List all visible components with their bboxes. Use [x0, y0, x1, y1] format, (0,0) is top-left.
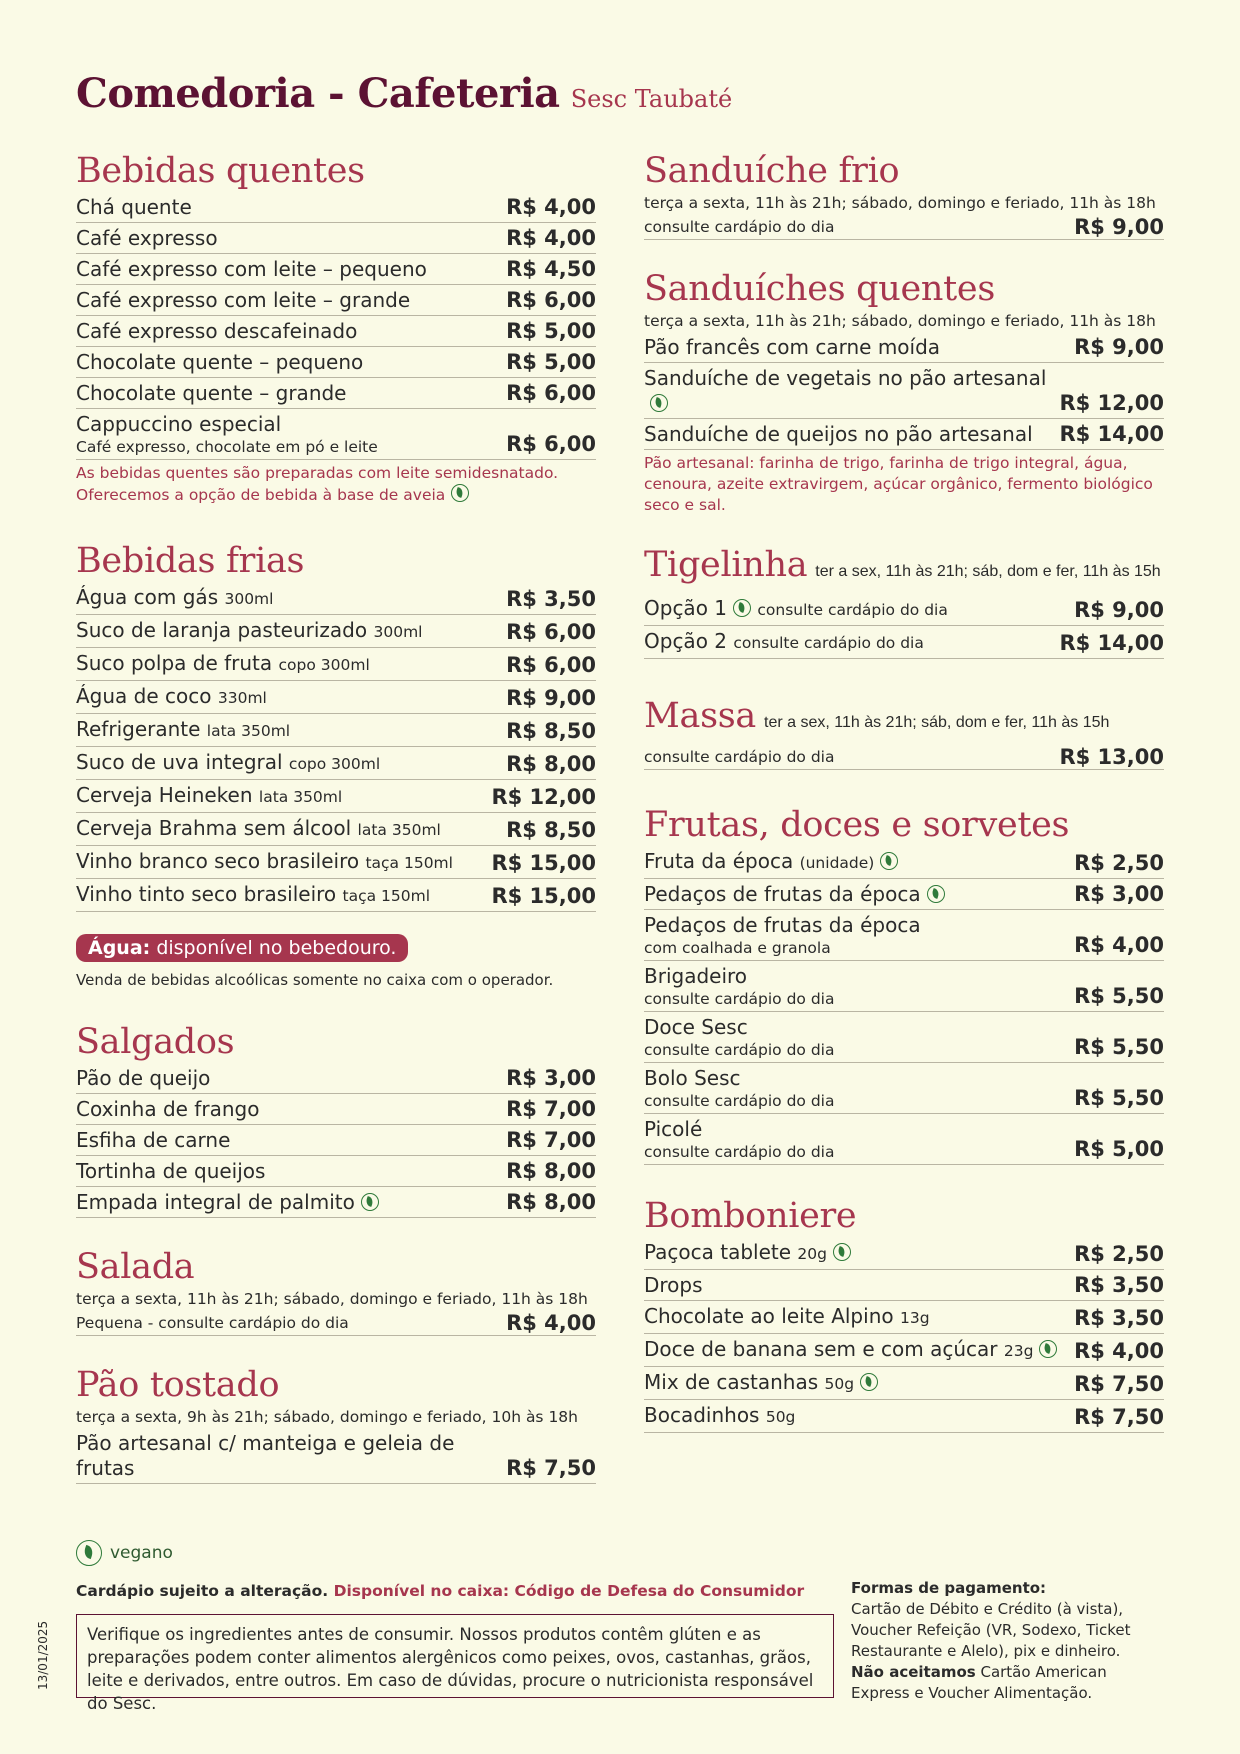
menu-item: Café expresso descafeinado R$ 5,00 [76, 316, 596, 347]
section-title: Bebidas frias [76, 541, 305, 581]
schedule: terça a sexta, 11h às 21h; sábado, domingo e feriado, 11h às 18h [644, 194, 1156, 212]
section-title: Sanduíche frio [644, 151, 900, 191]
title-sub: Sesc Taubaté [570, 85, 733, 113]
vegan-leaf-icon [733, 599, 751, 617]
menu-item: Picolé consulte cardápio do dia R$ 5,00 [644, 1114, 1164, 1165]
section-bebidas-frias [76, 540, 596, 989]
menu-item: Chocolate ao leite Alpino 13g R$ 3,50 [644, 1301, 1164, 1334]
menu-item: Vinho branco seco brasileiro taça 150ml R$ 15,00 [76, 846, 596, 879]
section-salada [76, 1246, 596, 1336]
vegan-leaf-icon [451, 484, 469, 502]
section-massa [644, 695, 1164, 770]
left-column [76, 150, 596, 1512]
section-title: Frutas, doces e sorvetes [644, 805, 1070, 845]
section-title: Bebidas quentes [76, 151, 365, 191]
print-date: 13/01/2025 [36, 1620, 50, 1690]
menu-item: Pão artesanal c/ manteiga e geleia de frutas R$ 7,50 [76, 1428, 596, 1484]
menu-item: Cerveja Heineken lata 350ml R$ 12,00 [76, 780, 596, 813]
menu-item: Opção 1 consulte cardápio do dia R$ 9,00 [644, 593, 1164, 626]
section-title: Tigelinha ter a sex, 11h às 21h; sáb, dom e fer, 11h às 15h [644, 545, 1161, 585]
menu-item: Suco polpa de fruta copo 300ml R$ 6,00 [76, 648, 596, 681]
menu-item: Sanduíche de vegetais no pão artesanal R$ 12,00 [644, 363, 1164, 419]
menu-item: Pão francês com carne moída R$ 9,00 [644, 332, 1164, 363]
menu-item: Suco de laranja pasteurizado 300ml R$ 6,00 [76, 615, 596, 648]
menu-item: Fruta da época (unidade) R$ 2,50 [644, 846, 1164, 879]
right-column [644, 150, 1164, 1461]
section-title: Salgados [76, 1022, 235, 1062]
vegan-leaf-icon [76, 1540, 102, 1566]
menu-item: Bocadinhos 50g R$ 7,50 [644, 1400, 1164, 1433]
menu-item: Suco de uva integral copo 300ml R$ 8,00 [76, 747, 596, 780]
payment-info: Formas de pagamento: Cartão de Débito e Crédito (à vista), Voucher Refeição (VR, Sodexo, Ticket Restaurante e Alelo), pix e dinheiro. Não aceitamos Cartão American Express e Voucher Alimentação. [851, 1579, 1131, 1702]
menu-item: Doce Sesc consulte cardápio do dia R$ 5,50 [644, 1012, 1164, 1063]
menu-item: Pequena - consulte cardápio do dia R$ 4,00 [76, 1311, 596, 1335]
section-bebidas-quentes [76, 150, 596, 506]
vegan-leaf-icon [361, 1193, 379, 1211]
allergen-box: Verifique os ingredientes antes de consumir. Nossos produtos contêm glúten e as preparações podem conter alimentos alergênicos como peixes, ovos, castanhas, grãos, leite e derivados, entre outros. Em caso de dúvidas, procure o nutricionista responsável do Sesc. [76, 1614, 834, 1698]
menu-item: Mix de castanhas 50g R$ 7,50 [644, 1367, 1164, 1400]
section-frutas [644, 804, 1164, 1165]
menu-item: Pedaços de frutas da época com coalhada e granola R$ 4,00 [644, 910, 1164, 961]
vegan-leaf-icon [927, 885, 945, 903]
menu-item: Pedaços de frutas da época R$ 3,00 [644, 879, 1164, 910]
menu-item: Drops R$ 3,50 [644, 1270, 1164, 1301]
subject-note: Cardápio sujeito a alteração. Disponível no caixa: Código de Defesa do Consumidor [76, 1582, 805, 1600]
vegan-legend: vegano [76, 1540, 173, 1566]
title-main: Comedoria - Cafeteria [76, 70, 560, 117]
hot-drinks-note: As bebidas quentes são preparadas com leite semidesnatado. Oferecemos a opção de bebida à base de aveia [76, 464, 559, 504]
menu-item: Café expresso R$ 4,00 [76, 223, 596, 254]
menu-item: Coxinha de frango R$ 7,00 [76, 1094, 596, 1125]
section-title: Sanduíches quentes [644, 269, 996, 309]
menu-item: Chocolate quente – grande R$ 6,00 [76, 378, 596, 409]
menu-item: Café expresso com leite – pequeno R$ 4,50 [76, 254, 596, 285]
section-pao-tostado [76, 1364, 596, 1484]
menu-item: Pão de queijo R$ 3,00 [76, 1063, 596, 1094]
menu-item: Bolo Sesc consulte cardápio do dia R$ 5,50 [644, 1063, 1164, 1114]
menu-item: Refrigerante lata 350ml R$ 8,50 [76, 714, 596, 747]
section-title: Pão tostado [76, 1365, 280, 1405]
water-badge: Água: disponível no bebedouro. [76, 934, 408, 962]
menu-item: Vinho tinto seco brasileiro taça 150ml R$ 15,00 [76, 879, 596, 912]
menu-item: Café expresso com leite – grande R$ 6,00 [76, 285, 596, 316]
section-title: Salada [76, 1247, 195, 1287]
menu-item: consulte cardápio do dia R$ 9,00 [644, 215, 1164, 239]
menu-item: Chá quente R$ 4,00 [76, 192, 596, 223]
section-tigelinha [644, 544, 1164, 659]
menu-item: Água de coco 330ml R$ 9,00 [76, 681, 596, 714]
vegan-leaf-icon [650, 394, 668, 412]
menu-item: Sanduíche de queijos no pão artesanal R$ 14,00 [644, 419, 1164, 450]
menu-item: Cappuccino especial Café expresso, chocolate em pó e leite R$ 6,00 [76, 409, 596, 460]
section-sanduiche-frio [644, 150, 1164, 240]
menu-item: Esfiha de carne R$ 7,00 [76, 1125, 596, 1156]
section-title: Bomboniere [644, 1196, 857, 1236]
schedule: terça a sexta, 11h às 21h; sábado, domingo e feriado, 11h às 18h [76, 1290, 588, 1308]
menu-item: Empada integral de palmito R$ 8,00 [76, 1187, 596, 1218]
menu-item: Brigadeiro consulte cardápio do dia R$ 5,50 [644, 961, 1164, 1012]
section-sanduiches-quentes [644, 268, 1164, 516]
menu-item: Água com gás 300ml R$ 3,50 [76, 582, 596, 615]
menu-item: Chocolate quente – pequeno R$ 5,00 [76, 347, 596, 378]
schedule: terça a sexta, 11h às 21h; sábado, domingo e feriado, 11h às 18h [644, 312, 1156, 330]
vegan-leaf-icon [1039, 1340, 1057, 1358]
menu-item: Opção 2 consulte cardápio do dia R$ 14,00 [644, 626, 1164, 659]
menu-item: Cerveja Brahma sem álcool lata 350ml R$ 8,50 [76, 813, 596, 846]
section-bomboniere [644, 1195, 1164, 1433]
vegan-leaf-icon [833, 1243, 851, 1261]
section-salgados [76, 1021, 596, 1218]
vegan-leaf-icon [880, 852, 898, 870]
bread-note: Pão artesanal: farinha de trigo, farinha de trigo integral, água, cenoura, azeite extravirgem, açúcar orgânico, fermento biológico seco e sal. [644, 454, 1153, 514]
section-title: Massa ter a sex, 11h às 21h; sáb, dom e fer, 11h às 15h [644, 696, 1110, 736]
schedule: terça a sexta, 9h às 21h; sábado, domingo e feriado, 10h às 18h [76, 1408, 578, 1426]
menu-item: Paçoca tablete 20g R$ 2,50 [644, 1237, 1164, 1270]
alcohol-note: Venda de bebidas alcoólicas somente no caixa com o operador. [76, 971, 554, 989]
vegan-leaf-icon [860, 1373, 878, 1391]
menu-item: Tortinha de queijos R$ 8,00 [76, 1156, 596, 1187]
menu-item: consulte cardápio do dia R$ 13,00 [644, 745, 1164, 769]
menu-item: Doce de banana sem e com açúcar 23g R$ 4,00 [644, 1334, 1164, 1367]
page-title [76, 70, 732, 117]
